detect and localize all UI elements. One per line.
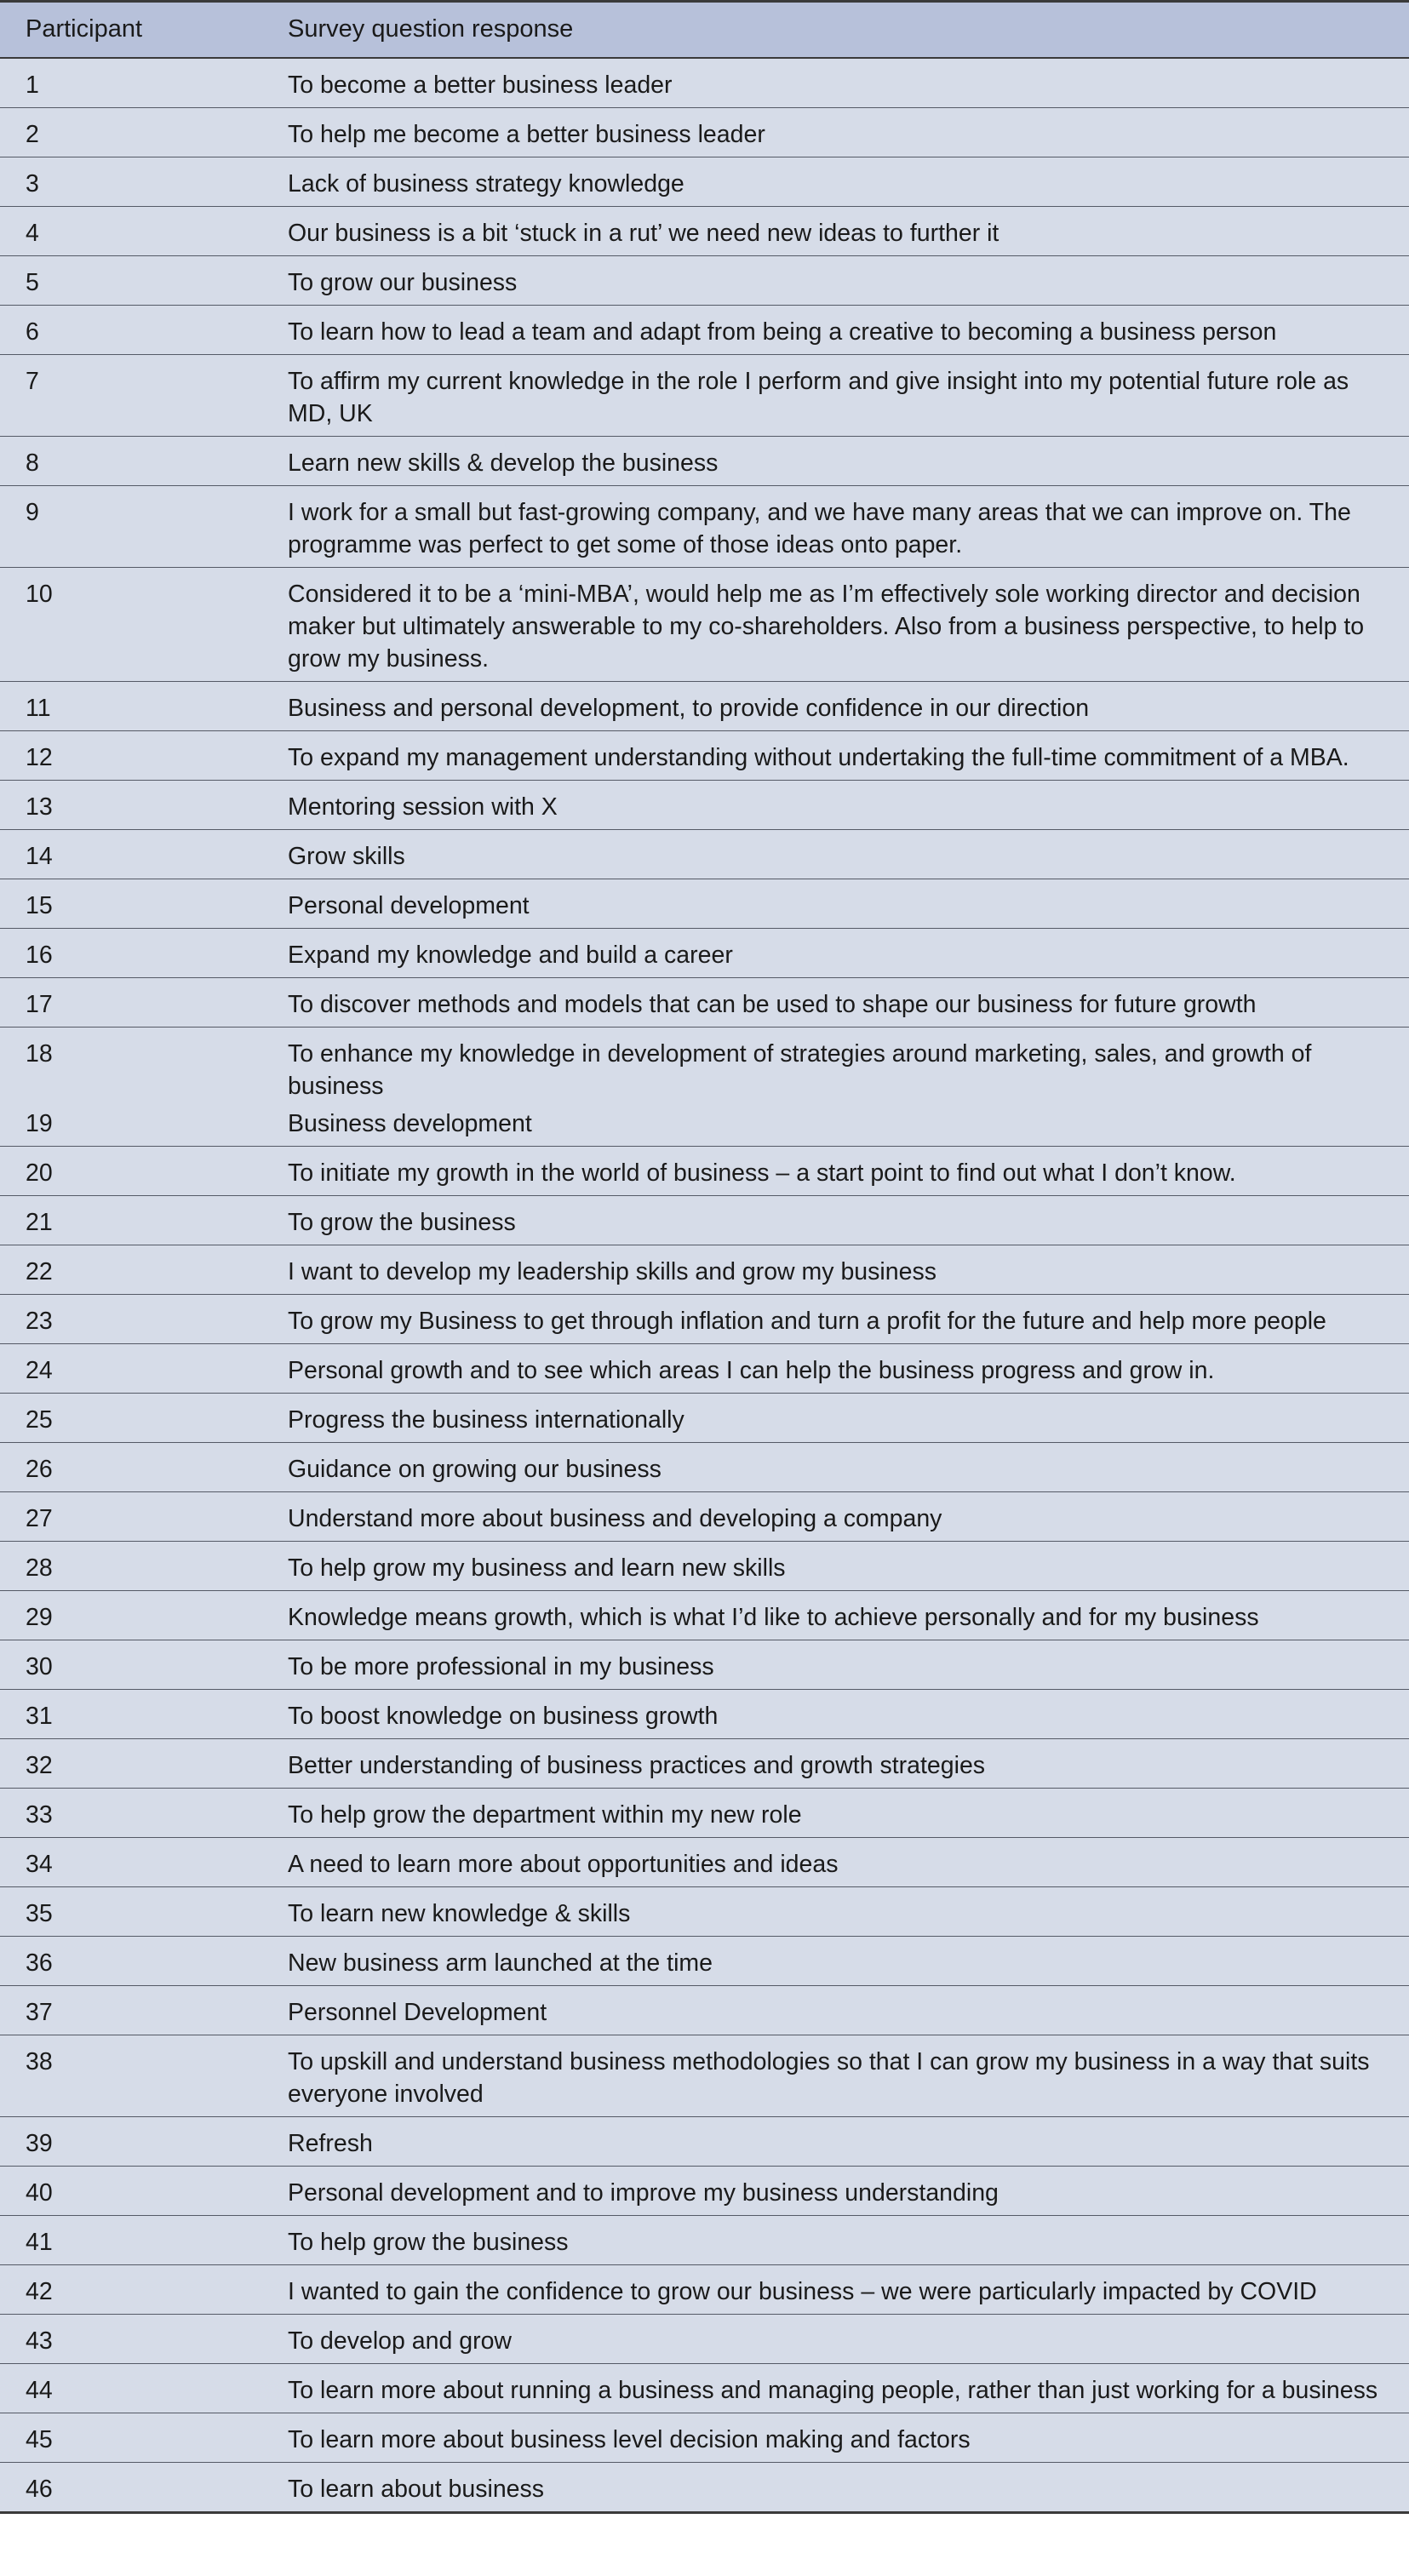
response-cell: Business and personal development, to provide confidence in our direction bbox=[281, 681, 1409, 730]
participant-cell: 7 bbox=[0, 354, 281, 436]
participant-cell: 37 bbox=[0, 1985, 281, 2035]
participant-cell: 28 bbox=[0, 1541, 281, 1590]
table-row bbox=[0, 1541, 1409, 1590]
response-cell: I work for a small but fast-growing company, and we have many areas that we can improve on. The programme was perfect to get some of those ideas onto paper. bbox=[281, 485, 1409, 567]
response-cell: To grow my Business to get through inflation and turn a profit for the future and help more people bbox=[281, 1294, 1409, 1343]
participant-cell: 18 bbox=[26, 1039, 53, 1068]
participant-cell: 39 bbox=[0, 2116, 281, 2166]
table-row bbox=[0, 829, 1409, 879]
response-cell: Personnel Development bbox=[281, 1985, 1409, 2035]
response-cell: New business arm launched at the time bbox=[281, 1936, 1409, 1985]
table-row bbox=[0, 2116, 1409, 2166]
table-row bbox=[0, 436, 1409, 485]
response-cell: Lack of business strategy knowledge bbox=[281, 157, 1409, 206]
response-cell: Considered it to be a ‘mini-MBA’, would help me as I’m effectively sole working director and decision maker but ultimately answerable to my co-shareholders. Also from a business perspective, to help to grow my business. bbox=[281, 567, 1409, 681]
response-cell: To develop and grow bbox=[281, 2314, 1409, 2363]
response-cell: Grow skills bbox=[281, 829, 1409, 879]
table-row bbox=[0, 354, 1409, 436]
participant-cell: 45 bbox=[0, 2413, 281, 2462]
participant-cell: 24 bbox=[0, 1343, 281, 1393]
participant-cell: 19 bbox=[0, 1106, 281, 1147]
table-row bbox=[0, 1590, 1409, 1640]
table-row bbox=[0, 1442, 1409, 1491]
table-row bbox=[0, 206, 1409, 255]
response-cell: To enhance my knowledge in development of strategies around marketing, sales, and growth of business bbox=[288, 1039, 1312, 1100]
table-row bbox=[0, 1491, 1409, 1541]
table-body bbox=[0, 58, 1409, 2513]
table-row bbox=[0, 928, 1409, 977]
response-column-header: Survey question response bbox=[281, 2, 1409, 58]
table-row bbox=[0, 1146, 1409, 1195]
table-row bbox=[0, 1027, 1409, 1106]
table-row bbox=[0, 107, 1409, 157]
response-cell: To learn about business bbox=[281, 2462, 1409, 2512]
response-cell: Guidance on growing our business bbox=[281, 1442, 1409, 1491]
response-cell: To grow our business bbox=[281, 255, 1409, 305]
participant-cell: 10 bbox=[0, 567, 281, 681]
table-row bbox=[0, 2264, 1409, 2314]
participant-cell: 14 bbox=[0, 829, 281, 879]
participant-cell: 12 bbox=[0, 730, 281, 780]
table-row bbox=[0, 2363, 1409, 2413]
response-cell: To learn more about running a business and managing people, rather than just working for a business bbox=[281, 2363, 1409, 2413]
participant-column-header: Participant bbox=[0, 2, 281, 58]
participant-cell: 23 bbox=[0, 1294, 281, 1343]
response-cell: Learn new skills & develop the business bbox=[281, 436, 1409, 485]
participant-cell: 46 bbox=[0, 2462, 281, 2512]
table-row bbox=[0, 157, 1409, 206]
participant-cell: 43 bbox=[0, 2314, 281, 2363]
response-cell: Progress the business internationally bbox=[281, 1393, 1409, 1442]
response-cell: To help grow the department within my new role bbox=[281, 1788, 1409, 1837]
response-cell: To upskill and understand business methodologies so that I can grow my business in a way that suits everyone involved bbox=[281, 2035, 1409, 2116]
participant-cell: 16 bbox=[0, 928, 281, 977]
table-row bbox=[0, 485, 1409, 567]
participant-cell: 21 bbox=[0, 1195, 281, 1245]
table-row bbox=[0, 1936, 1409, 1985]
participant-cell: 26 bbox=[0, 1442, 281, 1491]
table-row bbox=[0, 1393, 1409, 1442]
table-row bbox=[0, 2462, 1409, 2512]
response-cell: To learn new knowledge & skills bbox=[281, 1886, 1409, 1936]
participant-cell: 34 bbox=[0, 1837, 281, 1886]
table-row bbox=[0, 1245, 1409, 1294]
participant-cell: 5 bbox=[0, 255, 281, 305]
table-row bbox=[0, 58, 1409, 108]
table-row bbox=[0, 1985, 1409, 2035]
response-cell: I wanted to gain the confidence to grow our business – we were particularly impacted by COVID bbox=[281, 2264, 1409, 2314]
participant-cell: 13 bbox=[0, 780, 281, 829]
participant-cell: 15 bbox=[0, 879, 281, 928]
response-cell: A need to learn more about opportunities and ideas bbox=[281, 1837, 1409, 1886]
participant-cell: 42 bbox=[0, 2264, 281, 2314]
table-row bbox=[0, 1738, 1409, 1788]
participant-cell: 25 bbox=[0, 1393, 281, 1442]
participant-cell: 17 bbox=[0, 977, 281, 1027]
table-row bbox=[0, 1788, 1409, 1837]
participant-cell: 31 bbox=[0, 1689, 281, 1738]
table-row bbox=[0, 305, 1409, 354]
table-row bbox=[0, 780, 1409, 829]
response-cell: Better understanding of business practices and growth strategies bbox=[281, 1738, 1409, 1788]
table-row bbox=[0, 1195, 1409, 1245]
table-row bbox=[0, 2314, 1409, 2363]
response-cell: To boost knowledge on business growth bbox=[281, 1689, 1409, 1738]
response-cell: To become a better business leader bbox=[281, 58, 1409, 108]
participant-cell: 8 bbox=[0, 436, 281, 485]
participant-cell: 40 bbox=[0, 2166, 281, 2215]
table-row bbox=[0, 977, 1409, 1027]
response-cell: To learn more about business level decision making and factors bbox=[281, 2413, 1409, 2462]
response-cell: To help me become a better business leader bbox=[281, 107, 1409, 157]
header-row bbox=[0, 2, 1409, 58]
response-cell: Personal growth and to see which areas I can help the business progress and grow in. bbox=[281, 1343, 1409, 1393]
table-header bbox=[0, 2, 1409, 58]
participant-cell: 22 bbox=[0, 1245, 281, 1294]
response-cell: Our business is a bit ‘stuck in a rut’ we need new ideas to further it bbox=[281, 206, 1409, 255]
response-cell: To discover methods and models that can be used to shape our business for future growth bbox=[281, 977, 1409, 1027]
response-cell: To help grow the business bbox=[281, 2215, 1409, 2264]
response-cell: Personal development and to improve my business understanding bbox=[281, 2166, 1409, 2215]
response-cell: To affirm my current knowledge in the role I perform and give insight into my potential future role as MD, UK bbox=[281, 354, 1409, 436]
response-cell: Understand more about business and developing a company bbox=[281, 1491, 1409, 1541]
participant-cell: 36 bbox=[0, 1936, 281, 1985]
participant-cell: 2 bbox=[0, 107, 281, 157]
table-row bbox=[0, 2166, 1409, 2215]
table-row bbox=[0, 1343, 1409, 1393]
participant-cell: 11 bbox=[0, 681, 281, 730]
participant-cell: 32 bbox=[0, 1738, 281, 1788]
response-cell: I want to develop my leadership skills and grow my business bbox=[281, 1245, 1409, 1294]
participant-cell: 33 bbox=[0, 1788, 281, 1837]
response-cell: To grow the business bbox=[281, 1195, 1409, 1245]
table-row bbox=[0, 2215, 1409, 2264]
response-cell: To expand my management understanding without undertaking the full-time commitment of a MBA. bbox=[281, 730, 1409, 780]
table-row bbox=[0, 1640, 1409, 1689]
response-cell: To learn how to lead a team and adapt from being a creative to becoming a business person bbox=[281, 305, 1409, 354]
response-cell: Expand my knowledge and build a career bbox=[281, 928, 1409, 977]
participant-cell: 35 bbox=[0, 1886, 281, 1936]
table-row bbox=[0, 255, 1409, 305]
participant-cell: 38 bbox=[0, 2035, 281, 2116]
table-row bbox=[0, 1294, 1409, 1343]
response-cell: To initiate my growth in the world of business – a start point to find out what I don’t know. bbox=[281, 1146, 1409, 1195]
response-cell: To help grow my business and learn new skills bbox=[281, 1541, 1409, 1590]
response-cell: To be more professional in my business bbox=[281, 1640, 1409, 1689]
table-row bbox=[0, 681, 1409, 730]
response-cell: Personal development bbox=[281, 879, 1409, 928]
response-cell: Knowledge means growth, which is what I’d like to achieve personally and for my business bbox=[281, 1590, 1409, 1640]
participant-cell: 1 bbox=[0, 58, 281, 108]
participant-cell: 41 bbox=[0, 2215, 281, 2264]
table-row bbox=[0, 2035, 1409, 2116]
table-row bbox=[0, 1689, 1409, 1738]
table-row bbox=[0, 879, 1409, 928]
participant-cell: 44 bbox=[0, 2363, 281, 2413]
participant-cell: 4 bbox=[0, 206, 281, 255]
table-row bbox=[0, 567, 1409, 681]
participant-cell: 27 bbox=[0, 1491, 281, 1541]
participant-cell: 29 bbox=[0, 1590, 281, 1640]
participant-cell: 3 bbox=[0, 157, 281, 206]
response-cell: Mentoring session with X bbox=[281, 780, 1409, 829]
participant-cell: 20 bbox=[0, 1146, 281, 1195]
table-row bbox=[0, 1837, 1409, 1886]
table-row bbox=[0, 730, 1409, 780]
table-row bbox=[0, 1106, 1409, 1147]
response-cell: Refresh bbox=[281, 2116, 1409, 2166]
participant-cell: 6 bbox=[0, 305, 281, 354]
table-row bbox=[0, 2413, 1409, 2462]
participant-cell: 9 bbox=[0, 485, 281, 567]
response-cell: Business development bbox=[281, 1106, 1409, 1147]
table-row bbox=[0, 1886, 1409, 1936]
participant-cell: 30 bbox=[0, 1640, 281, 1689]
